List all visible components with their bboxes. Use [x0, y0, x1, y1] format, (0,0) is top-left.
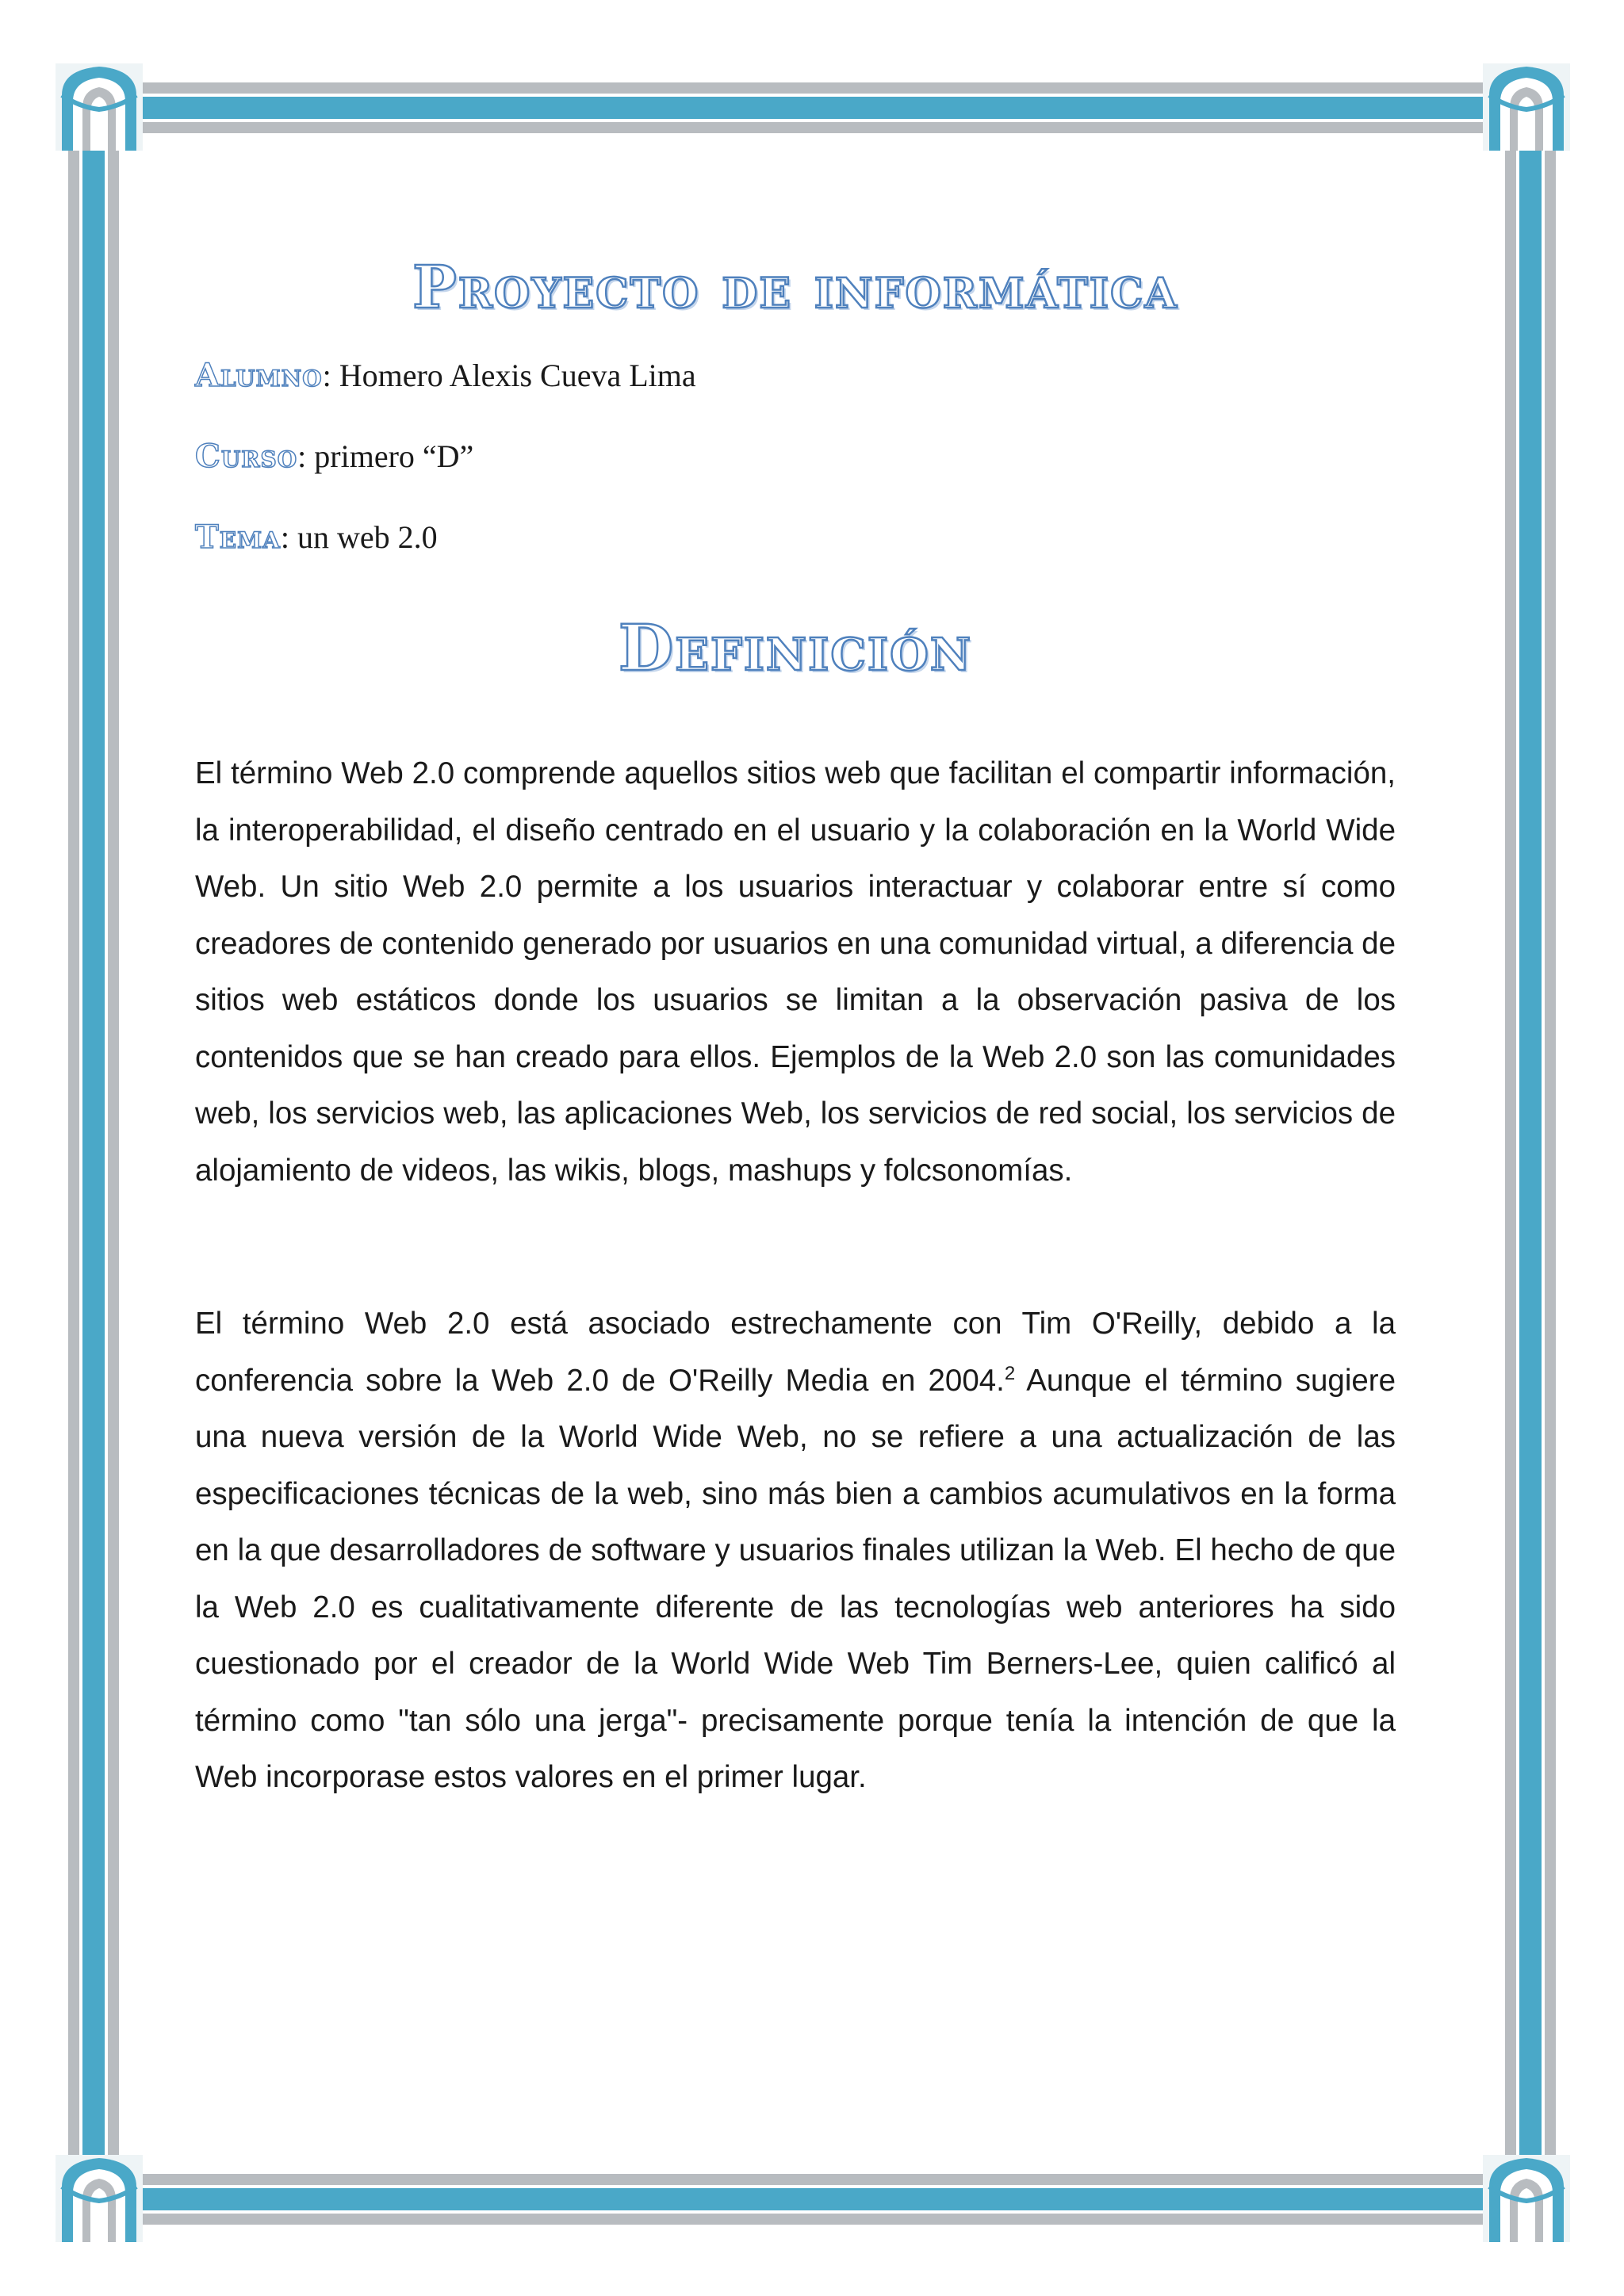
paragraph-history-part2: Aunque el término sugiere una nueva versión de la World Wide Web, no se refiere a una actualización de las especificaciones técnicas de la web, sino más bien a cambios acumulativos en la forma en la que desarrolladores de software y usuarios finales utilizan la Web. El hecho de que la Web 2.0 es cualitativamente diferente de las tecnologías web anteriores ha sido cuestionado por el creador de la World Wide Web Tim Berners-Lee, quien calificó al término como "tan sólo una jerga"- precisamente porque tenía la intención de que la Web incorporase estos valores en el primer lugar. [195, 1363, 1396, 1794]
course-value: primero “D” [306, 438, 474, 474]
gothic-arch-corner-icon [56, 63, 143, 151]
course-separator: : [297, 438, 307, 474]
footnote-reference: 2 [1004, 1362, 1016, 1384]
course-label: Curso [195, 438, 298, 475]
topic-label: Tema [195, 519, 281, 556]
paragraph-history-part1: El término Web 2.0 está asociado estrechamente con Tim O'Reilly, debido a la conferencia sobre la Web 2.0 de O'Reilly Media en 2004. [195, 1307, 1396, 1398]
document-title: Proyecto de informática [412, 254, 1178, 322]
page-content [195, 230, 1396, 2133]
gothic-arch-corner-icon [1483, 63, 1570, 151]
section-title: Definición [618, 610, 973, 685]
student-label: Alumno [195, 357, 323, 394]
gothic-arch-corner-icon [56, 2155, 143, 2242]
topic-line [195, 519, 438, 556]
paragraph-history [195, 1295, 1396, 1806]
student-separator: : [322, 358, 331, 393]
paragraph-definition: El término Web 2.0 comprende aquellos sitios web que facilitan el compartir información, la interoperabilidad, el diseño centrado en el usuario y la colaboración en la World Wide Web. Un sitio Web 2.0 permite a los usuarios interactuar y colaborar entre sí como creadores de contenido generado por usuarios en una comunidad virtual, a diferencia de sitios web estáticos donde los usuarios se limitan a la observación pasiva de los contenidos que se han creado para ellos. Ejemplos de la Web 2.0 son las comunidades web, los servicios web, las aplicaciones Web, los servicios de red social, los servicios de alojamiento de videos, las wikis, blogs, mashups y folcsonomías. [195, 756, 1396, 1188]
student-line [195, 357, 696, 394]
topic-separator: : [280, 519, 289, 555]
topic-value: un web 2.0 [289, 519, 438, 555]
course-line [195, 438, 473, 475]
student-value: Homero Alexis Cueva Lima [331, 358, 696, 393]
gothic-arch-corner-icon [1483, 2155, 1570, 2242]
